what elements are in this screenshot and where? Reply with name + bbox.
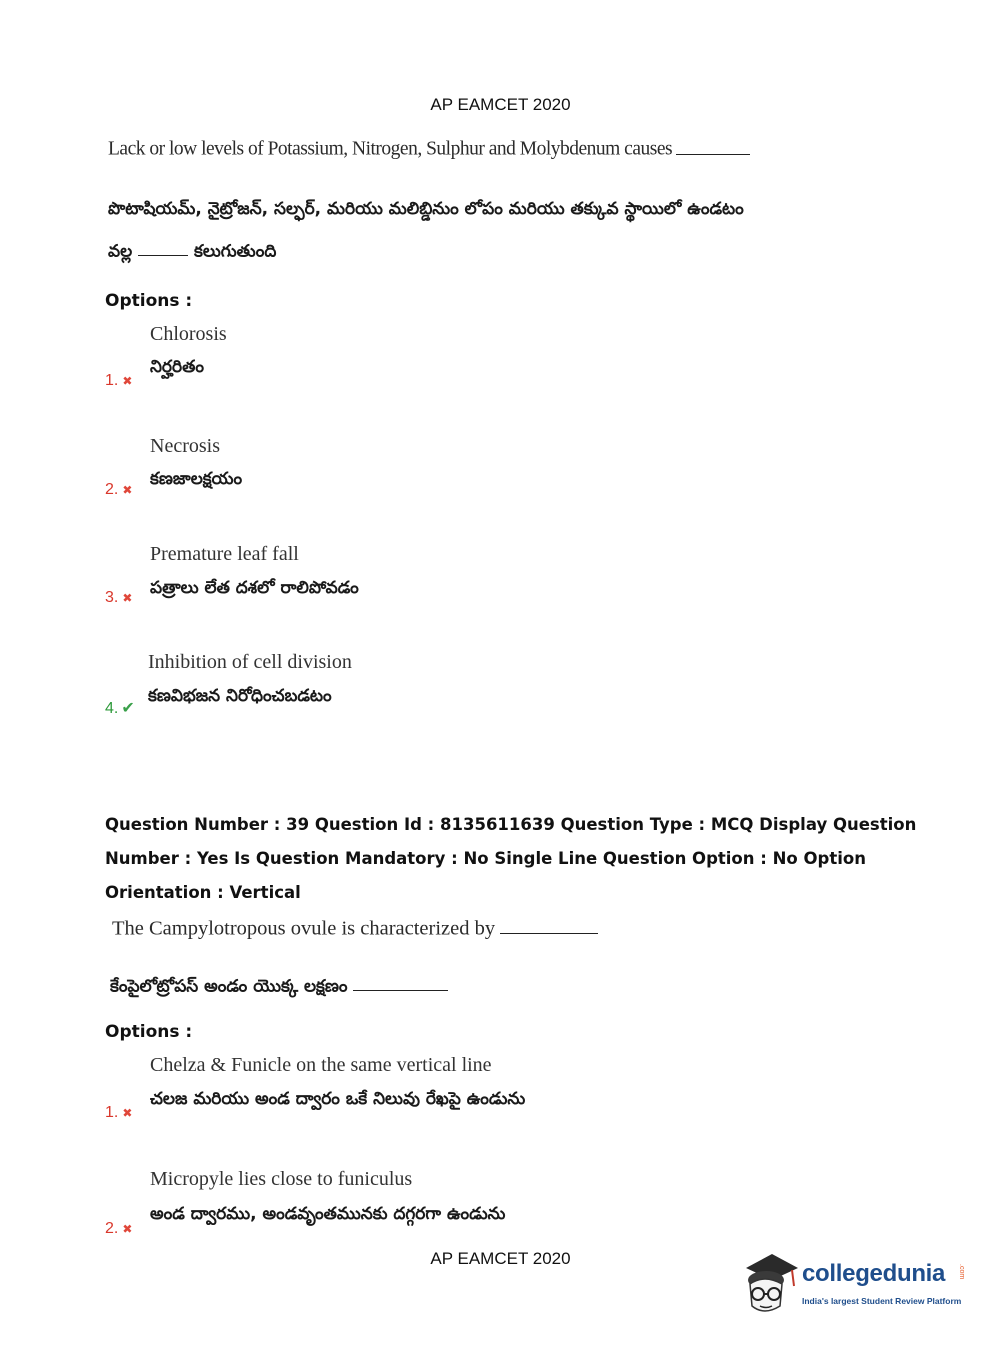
wrong-mark-icon: ✖ (122, 1106, 133, 1120)
option-number: 2. ✖ (105, 1220, 133, 1237)
te-post: కలుగుతుంది (193, 241, 277, 262)
question-text-en (108, 136, 750, 161)
option-number: 4. ✔ (105, 700, 135, 717)
answer-blank (138, 240, 188, 256)
question-text-te-line2 (108, 240, 276, 265)
option-text-en: Necrosis (150, 435, 220, 457)
wrong-mark-icon: ✖ (122, 591, 133, 605)
question-text: Lack or low levels of Potassium, Nitrogen, Sulphur and Molybdenum causes (108, 138, 673, 160)
answer-blank (353, 975, 448, 991)
wrong-mark-icon: ✖ (122, 483, 133, 497)
logo-name: collegedunia (802, 1260, 946, 1287)
question-text: The Campylotropous ovule is characterized by (112, 917, 496, 940)
question-text-te: పొటాషియమ్, నైట్రోజన్, సల్ఫర్, మరియు మలిబ్డినుం లోపం మరియు తక్కువ స్థాయిలో ఉండటం (108, 199, 744, 219)
page-header: AP EAMCET 2020 (430, 95, 571, 114)
logo-tagline: India's largest Student Review Platform (802, 1296, 962, 1306)
question-meta-line2: Number : Yes Is Question Mandatory : No Single Line Question Option : No Option (105, 849, 866, 868)
option-text-te: అండ ద్వారము, అండవృంతమునకు దగ్గరగా ఉండును (150, 1204, 506, 1224)
option-text-te: చలజ మరియు అండ ద్వారం ఒకే నిలువు రేఖపై ఉండును (150, 1089, 526, 1109)
option-number: 1. ✖ (105, 372, 133, 389)
option-text-en: Inhibition of cell division (148, 651, 352, 673)
option-text-te: పత్రాలు లేత దశలో రాలిపోవడం (150, 578, 359, 598)
option-text-te: కణవిభజన నిరోధించబడటం (148, 686, 332, 706)
answer-blank (500, 915, 598, 934)
option-text-te: నిర్హరితం (150, 357, 204, 377)
question-text-en (112, 915, 598, 940)
te-pre: వల్ల (108, 241, 133, 262)
te-text: కేంపైలోట్రోపస్ అండం యొక్క లక్షణం (110, 976, 348, 997)
option-text-en: Micropyle lies close to funiculus (150, 1168, 413, 1190)
wrong-mark-icon: ✖ (122, 1222, 133, 1236)
option-number: 2. ✖ (105, 481, 133, 498)
option-number: 3. ✖ (105, 589, 133, 606)
page-footer: AP EAMCET 2020 (430, 1249, 571, 1268)
option-text-te: కణజాలక్షయం (150, 469, 243, 489)
options-label: Options : (105, 291, 193, 311)
collegedunia-logo (742, 1250, 972, 1320)
mascot-icon (742, 1250, 802, 1320)
question-text-te (110, 975, 448, 1000)
option-text-en: Chlorosis (150, 323, 227, 345)
option-text-en: Chelza & Funicle on the same vertical line (150, 1054, 492, 1076)
option-number: 1. ✖ (105, 1104, 133, 1121)
question-meta-line3: Orientation : Vertical (105, 883, 301, 902)
option-text-en: Premature leaf fall (150, 543, 299, 565)
correct-check-icon: ✔ (121, 700, 135, 717)
options-label: Options : (105, 1022, 193, 1042)
answer-blank (676, 136, 750, 155)
question-meta-line1: Question Number : 39 Question Id : 8135611639 Question Type : MCQ Display Question (105, 815, 917, 834)
logo-suffix: .com (958, 1264, 965, 1280)
wrong-mark-icon: ✖ (122, 374, 133, 388)
